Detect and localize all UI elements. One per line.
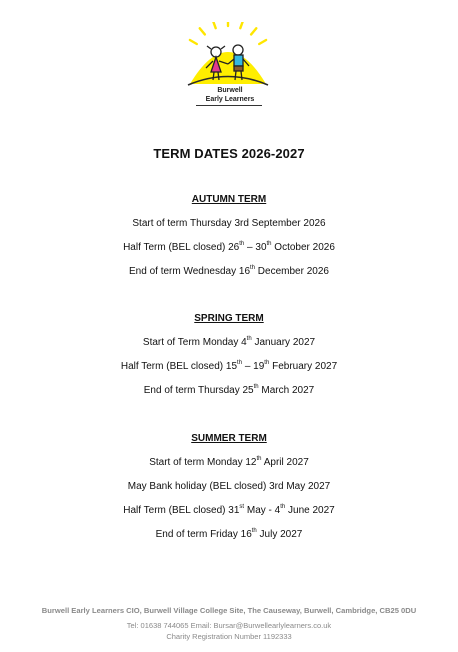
date-text: End of term Friday 16 — [155, 529, 252, 540]
footer-address: Burwell Early Learners CIO, Burwell Village College Site, The Causeway, Burwell, Cambridge, CB25 0DU — [41, 606, 417, 615]
date-text: Start of Term Monday 4 — [142, 337, 247, 348]
term-date-line — [0, 242, 458, 254]
term-date-line — [0, 361, 458, 373]
logo-line-2: Early Learners — [205, 96, 255, 103]
date-text: December 2026 — [255, 266, 329, 277]
date-text: January 2027 — [251, 337, 316, 348]
ordinal-suffix: th — [264, 359, 270, 366]
logo-line-1: Burwell — [217, 87, 243, 94]
date-text: Half Term (BEL closed) 15 — [120, 361, 238, 372]
date-text: February 2027 — [269, 361, 338, 372]
sun-ray-icon — [251, 28, 256, 34]
term-heading: AUTUMN TERM — [191, 194, 267, 205]
date-text: April 2027 — [261, 457, 309, 468]
page-title: TERM DATES 2026-2027 — [153, 146, 305, 161]
term-heading: SUMMER TERM — [191, 433, 267, 444]
date-text: Half Term (BEL closed) 31 — [123, 505, 240, 516]
ordinal-suffix: th — [251, 527, 257, 534]
logo-underline — [196, 105, 262, 106]
ordinal-suffix: th — [280, 503, 286, 510]
date-text: July 2027 — [256, 529, 303, 540]
term-date-line — [0, 505, 458, 517]
date-text: Start of term Thursday 3rd September 2026 — [132, 218, 326, 229]
date-text: October 2026 — [271, 242, 335, 253]
ordinal-suffix: th — [266, 240, 272, 247]
ordinal-suffix: th — [246, 335, 252, 342]
term-date-line — [0, 337, 458, 349]
sun-ray-icon — [190, 40, 197, 44]
term-date-line — [0, 529, 458, 541]
ordinal-suffix: th — [237, 359, 243, 366]
date-text: – 30 — [244, 242, 267, 253]
date-text: Start of term Monday 12 — [149, 457, 257, 468]
date-text: End of term Thursday 25 — [143, 385, 254, 396]
term-date-line — [0, 218, 458, 230]
date-text: May - 4 — [244, 505, 281, 516]
footer-contact: Tel: 01638 744065 Email: Bursar@Burwellearlylearners.co.uk — [126, 621, 332, 630]
term-date-line — [0, 266, 458, 278]
ordinal-suffix: th — [239, 240, 245, 247]
date-text: June 2027 — [285, 505, 335, 516]
ordinal-suffix: th — [250, 264, 256, 271]
sun-ray-icon — [240, 22, 243, 28]
date-text: March 2027 — [258, 385, 315, 396]
ordinal-suffix: st — [239, 503, 245, 510]
footer-charity-number: Charity Registration Number 1192333 — [166, 632, 292, 641]
ordinal-suffix: th — [256, 455, 262, 462]
term-date-line — [0, 481, 458, 493]
date-text: – 19 — [242, 361, 265, 372]
date-text: End of term Wednesday 16 — [129, 266, 251, 277]
ordinal-suffix: th — [253, 383, 259, 390]
sun-ray-icon — [200, 28, 205, 34]
sun-ray-icon — [213, 22, 216, 28]
term-date-line — [0, 385, 458, 397]
date-text: Half Term (BEL closed) 26 — [123, 242, 240, 253]
term-heading: SPRING TERM — [194, 313, 264, 324]
sun-ray-icon — [259, 40, 266, 44]
date-text: May Bank holiday (BEL closed) 3rd May 2027 — [127, 481, 331, 492]
term-date-line — [0, 457, 458, 469]
